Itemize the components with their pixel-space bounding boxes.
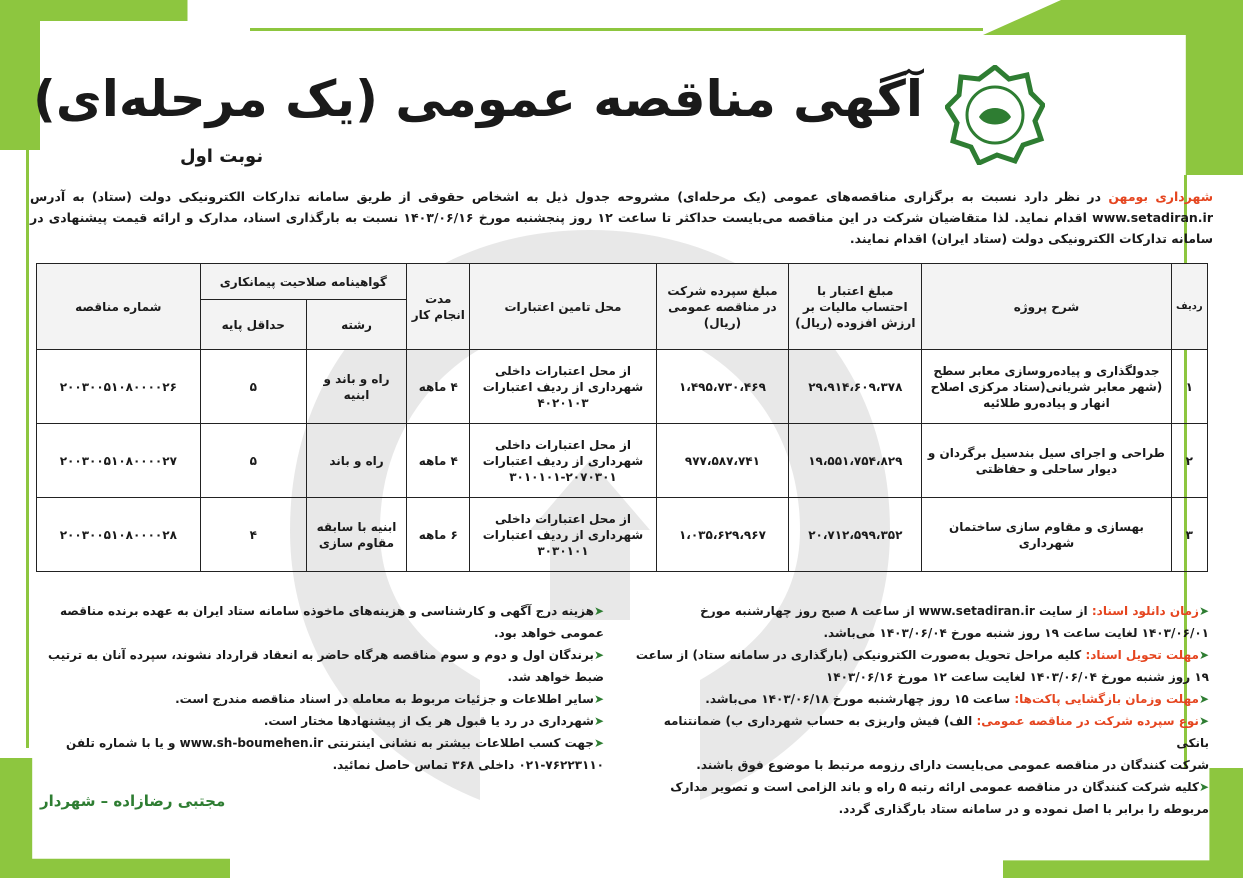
note-item (629, 754, 1209, 776)
arrow-icon: ➤ (1198, 604, 1209, 618)
cell-funding-source: از محل اعتبارات داخلی شهرداری از ردیف اعتبارات ۴۰۲۰۱۰۳ (470, 350, 656, 424)
cell-deposit: ۱،۴۹۵،۷۳۰،۴۶۹ (656, 350, 789, 424)
cell-duration: ۴ ماهه (407, 350, 470, 424)
note-item (34, 688, 604, 710)
header-field: رشته (306, 300, 406, 350)
cell-credit: ۱۹،۵۵۱،۷۵۴،۸۲۹ (789, 424, 922, 498)
note-text: شهرداری در رد یا قبول هر یک از پیشنهادها مختار است. (263, 714, 594, 728)
note-text: الف) فیش واریزی به حساب شهرداری ب) ضمانتنامه بانکی (663, 714, 1209, 750)
note-item (34, 710, 604, 732)
cell-index: ۲ (1171, 424, 1207, 498)
arrow-icon: ➤ (593, 604, 604, 618)
header-certificate: گواهینامه صلاحیت پیمانکاری (200, 264, 406, 300)
note-text: برندگان اول و دوم و سوم مناقصه هرگاه حاضر به انعقاد قرارداد نشوند، سپرده آنان به ترتیب ضبط خواهد شد. (48, 648, 604, 684)
arrow-icon: ➤ (593, 736, 604, 750)
note-item (629, 688, 1209, 710)
note-item (629, 600, 1209, 644)
table-row (37, 350, 1208, 424)
intro-paragraph (30, 186, 1213, 249)
cell-funding-source: از محل اعتبارات داخلی شهرداری از ردیف اعتبارات ۲۰۷۰۳۰۱-۳۰۱۰۱۰۱ (470, 424, 656, 498)
notes-left-column (34, 600, 604, 776)
header-credit: مبلغ اعتبار با احتساب مالیات بر ارزش افزوده (ریال) (789, 264, 922, 350)
cell-field: ابنیه با سابقه مقاوم سازی (306, 498, 406, 572)
table-row (37, 498, 1208, 572)
note-label: مهلت تحویل اسناد: (1085, 648, 1199, 662)
arrow-icon: ➤ (1198, 648, 1209, 662)
cell-grade: ۵ (200, 350, 306, 424)
note-text: کلیه شرکت کنندگان در مناقصه عمومی ارائه رتبه ۵ راه و باند الزامی است و تصویر مدارک مربوطه را برابر با اصل نموده و در سامانه ستاد بارگذاری گردد. (670, 780, 1209, 816)
header-duration: مدت انجام کار (407, 264, 470, 350)
cell-funding-source: از محل اعتبارات داخلی شهرداری از ردیف اعتبارات ۳۰۳۰۱۰۱ (470, 498, 656, 572)
arrow-icon: ➤ (593, 692, 604, 706)
note-text: از سایت www.setadiran.ir از ساعت ۸ صبح روز چهارشنبه مورخ ۱۴۰۳/۰۶/۰۱ لغایت ساعت ۱۹ روز شنبه مورخ ۱۴۰۳/۰۶/۰۴ می‌باشد. (700, 604, 1209, 640)
header-deposit: مبلغ سپرده شرکت در مناقصه عمومی (ریال) (656, 264, 789, 350)
notes-right-column (629, 600, 1209, 820)
cell-field: راه و باند (306, 424, 406, 498)
cell-field: راه و باند و ابنیه (306, 350, 406, 424)
note-item (629, 776, 1209, 820)
frame-line-top (250, 28, 983, 31)
municipality-logo (945, 65, 1045, 165)
cell-credit: ۲۰،۷۱۲،۵۹۹،۳۵۲ (789, 498, 922, 572)
cell-description: طراحی و اجرای سیل بندسیل برگردان و دیوار ساحلی و حفاظتی (922, 424, 1171, 498)
cell-deposit: ۱،۰۳۵،۶۲۹،۹۶۷ (656, 498, 789, 572)
cell-duration: ۴ ماهه (407, 424, 470, 498)
publication-round: نوبت اول (180, 146, 264, 167)
header-grade: حداقل پایه (200, 300, 306, 350)
page-title: آگهی مناقصه عمومی (یک مرحله‌ای) (33, 70, 923, 128)
signature: مجتبی رضازاده – شهردار (40, 792, 226, 810)
cell-index: ۳ (1171, 498, 1207, 572)
cell-credit: ۲۹،۹۱۴،۶۰۹،۳۷۸ (789, 350, 922, 424)
note-item (34, 732, 604, 776)
cell-grade: ۵ (200, 424, 306, 498)
cell-deposit: ۹۷۷،۵۸۷،۷۴۱ (656, 424, 789, 498)
cell-tender-number: ۲۰۰۳۰۰۵۱۰۸۰۰۰۰۲۷ (37, 424, 201, 498)
cell-grade: ۴ (200, 498, 306, 572)
note-label: زمان دانلود اسناد: (1091, 604, 1199, 618)
header-tender-number: شماره مناقصه (37, 264, 201, 350)
tender-table (36, 263, 1208, 572)
arrow-icon: ➤ (1198, 714, 1209, 728)
intro-text: در نظر دارد نسبت به برگزاری مناقصه‌های عمومی (یک مرحله‌ای) مشروحه جدول ذیل به اشخاص حقوقی از طریق سامانه تدارکات الکترونیکی دولت (ستاد) به آدرس www.setadiran.ir اقدام نماید. لذا متقاضیان شرکت در این مناقصه می‌بایست حداکثر تا ساعت ۱۲ روز پنجشنبه مورخ ۱۴۰۳/۰۶/۱۶ نسبت به بارگذاری اسناد، مدارک و ارائه قیمت پیشنهادی در سامانه تدارکات الکترونیکی دولت (ستاد ایران) اقدام نمایند. (30, 189, 1213, 246)
table-row (37, 424, 1208, 498)
cell-description: بهسازی و مقاوم سازی ساختمان شهرداری (922, 498, 1171, 572)
arrow-icon: ➤ (593, 714, 604, 728)
note-text: جهت کسب اطلاعات بیشتر به نشانی اینترنتی www.sh-boumehen.ir و یا با شماره تلفن ۷۶۲۲۳۱۱۰-۰۲۱ داخلی ۳۶۸ تماس حاصل نمائید. (66, 736, 604, 772)
arrow-icon: ➤ (593, 648, 604, 662)
intro-org: شهرداری بومهن (1108, 189, 1214, 204)
header-row-index: ردیف (1171, 264, 1207, 350)
note-label: مهلت وزمان بازگشایی پاکت‌ها: (1014, 692, 1199, 706)
cell-duration: ۶ ماهه (407, 498, 470, 572)
note-text: سایر اطلاعات و جزئیات مربوط به معامله در اسناد مناقصه مندرج است. (175, 692, 594, 706)
note-text: شرکت کنندگان در مناقصه عمومی می‌بایست دارای رزومه مرتبط با موضوع فوق باشند. (696, 758, 1209, 772)
note-label: نوع سپرده شرکت در مناقصه عمومی: (976, 714, 1199, 728)
cell-tender-number: ۲۰۰۳۰۰۵۱۰۸۰۰۰۰۲۶ (37, 350, 201, 424)
frame-corner-bottom-left (0, 758, 230, 878)
note-item (34, 600, 604, 644)
header-description: شرح پروژه (922, 264, 1171, 350)
cell-index: ۱ (1171, 350, 1207, 424)
arrow-icon: ➤ (1198, 692, 1209, 706)
note-text: هزینه درج آگهی و کارشناسی و هزینه‌های ماخوذه سامانه ستاد ایران به عهده برنده مناقصه عمومی خواهد بود. (59, 604, 604, 640)
note-text: کلیه مراحل تحویل به‌صورت الکترونیکی (بارگذاری در سامانه ستاد) از ساعت ۱۹ روز شنبه مورخ ۱۴۰۳/۰۶/۰۴ لغایت ساعت ۱۲ مورخ ۱۴۰۳/۰۶/۱۶ (635, 648, 1209, 684)
note-text: ساعت ۱۵ روز چهارشنبه مورخ ۱۴۰۳/۰۶/۱۸ می‌باشد. (705, 692, 1011, 706)
arrow-icon: ➤ (1198, 780, 1209, 794)
cell-description: جدولگذاری و پیاده‌روسازی معابر سطح (شهر معابر شریانی(ستاد مرکزی اصلاح انهار و پیاده‌رو طلائیه (922, 350, 1171, 424)
cell-tender-number: ۲۰۰۳۰۰۵۱۰۸۰۰۰۰۲۸ (37, 498, 201, 572)
header-funding-source: محل تامین اعتبارات (470, 264, 656, 350)
note-item (34, 644, 604, 688)
note-item (629, 710, 1209, 754)
frame-line-left (26, 130, 29, 748)
note-item (629, 644, 1209, 688)
